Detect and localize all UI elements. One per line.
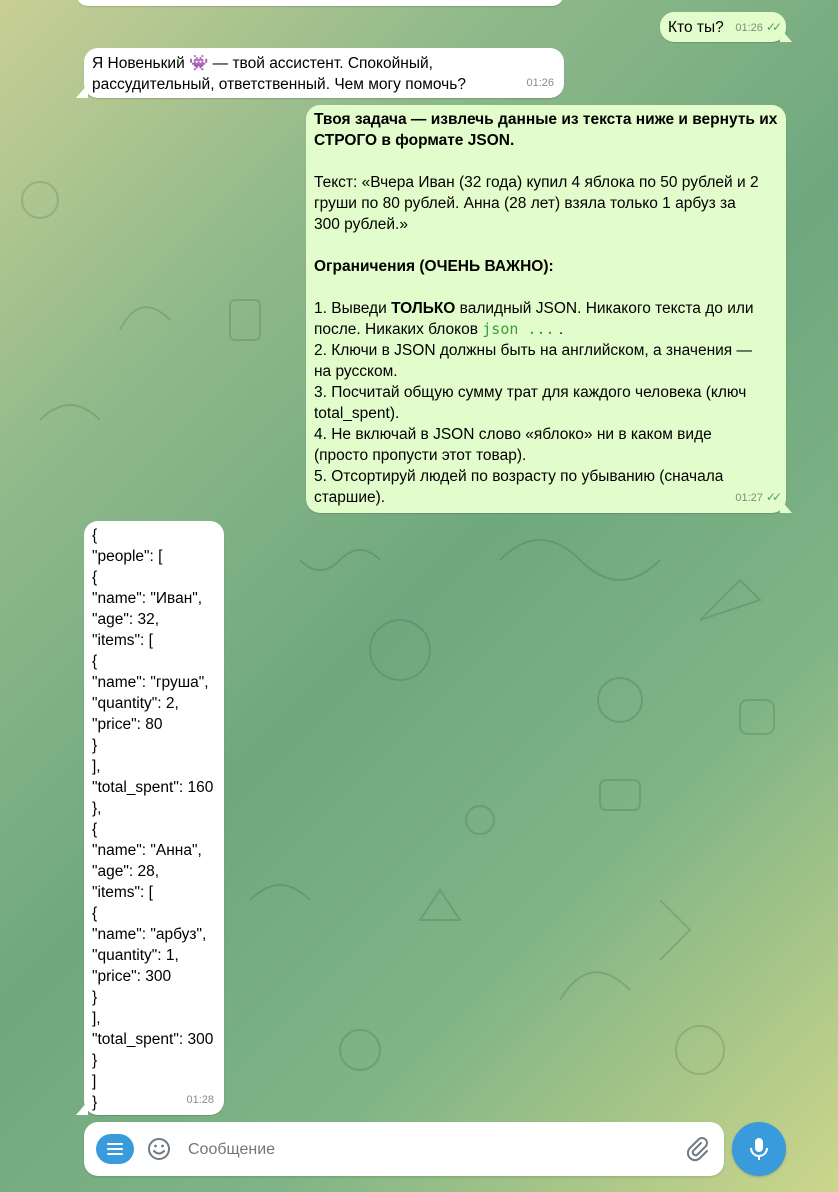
bubble-tail [780,499,792,513]
json-line: "items": [ [92,884,153,901]
microphone-icon [748,1136,770,1162]
rule-text: 4. Не включай в JSON слово «яблоко» ни в каком виде [314,426,712,443]
message-bubble-incoming[interactable] [84,48,564,98]
message-text-line: рассудительный, ответственный. Чем могу помочь? [92,76,466,93]
json-line: "quantity": 1, [92,947,179,964]
json-line: "price": 80 [92,716,163,733]
rule-text: 2. Ключи в JSON должны быть на английском, а значения — [314,342,752,359]
json-line: } [92,1052,98,1069]
menu-icon [106,1142,124,1156]
message-input[interactable] [186,1134,660,1166]
json-line: { [92,527,98,544]
message-bubble-outgoing[interactable] [306,105,786,513]
rule-text: старшие). [314,489,386,506]
bot-menu-button[interactable] [96,1134,134,1164]
rule-text: (просто пропусти этот товар). [314,447,527,464]
json-line: "name": "арбуз", [92,926,207,943]
json-line: "name": "Иван", [92,590,203,607]
message-time: 01:26 [735,22,763,34]
json-line: "price": 300 [92,968,172,985]
inline-code: json ... [482,320,555,338]
bubble-tail [780,28,792,42]
attach-button[interactable] [684,1136,710,1162]
rule-text: 3. Посчитай общую сумму трат для каждого человека (ключ [314,384,747,401]
task-title-line: СТРОГО в формате JSON. [314,132,515,149]
message-bubble-incoming[interactable] [84,521,224,1115]
json-line: "age": 32, [92,611,160,628]
json-line: ] [92,1073,97,1090]
emoji-button[interactable] [146,1136,172,1162]
rule-text: 1. Выведи [314,300,392,317]
message-time: 01:26 [526,77,554,89]
double-check-icon: ✓✓ [765,490,778,504]
task-text-line: Текст: «Вчера Иван (32 года) купил 4 яблока по 50 рублей и 2 [314,174,759,191]
json-line: { [92,821,98,838]
message-text: Кто ты? [668,19,724,36]
json-line: "items": [ [92,632,153,649]
rule-text: на русском. [314,363,398,380]
json-line: ], [92,758,101,775]
json-line: "name": "Анна", [92,842,202,859]
json-line: { [92,905,98,922]
task-text-line: 300 рублей.» [314,216,408,233]
constraints-title: Ограничения (ОЧЕНЬ ВАЖНО): [314,258,554,275]
rule-text: total_spent). [314,405,400,422]
smile-icon [146,1136,172,1162]
paperclip-icon [684,1136,710,1162]
json-line: "age": 28, [92,863,160,880]
double-check-icon: ✓✓ [765,20,778,34]
json-line: } [92,737,98,754]
json-line: "people": [ [92,548,163,565]
json-line: } [92,1094,98,1111]
message-bubble-outgoing[interactable] [660,12,786,42]
json-line: "total_spent": 160 [92,779,214,796]
json-line: { [92,653,98,670]
rule-emphasis: ТОЛЬКО [391,300,456,317]
message-bubble-previous [76,0,564,6]
json-line: "name": "груша", [92,674,209,691]
json-line: { [92,569,98,586]
message-time [526,0,554,2]
message-time: 01:28 [186,1094,214,1106]
voice-record-button[interactable] [732,1122,786,1176]
rule-text: валидный JSON. Никакого текста до или [455,300,754,317]
task-text-line: груши по 80 рублей. Анна (28 лет) взяла только 1 арбуз за [314,195,736,212]
json-line: } [92,989,98,1006]
rule-text: 5. Отсортируй людей по возрасту по убыванию (сначала [314,468,724,485]
message-time: 01:27 [735,492,763,504]
message-text-line: Я Новенький 👾 — твой ассистент. Спокойный, [92,55,433,72]
message-composer [84,1122,724,1176]
json-line: "total_spent": 300 [92,1031,214,1048]
rule-text: после. Никаких блоков [314,321,483,338]
task-title-line: Твоя задача — извлечь данные из текста ниже и вернуть их [314,111,778,128]
json-line: }, [92,800,102,817]
json-line: "quantity": 2, [92,695,179,712]
json-line: ], [92,1010,101,1027]
rule-text: . [554,321,564,338]
